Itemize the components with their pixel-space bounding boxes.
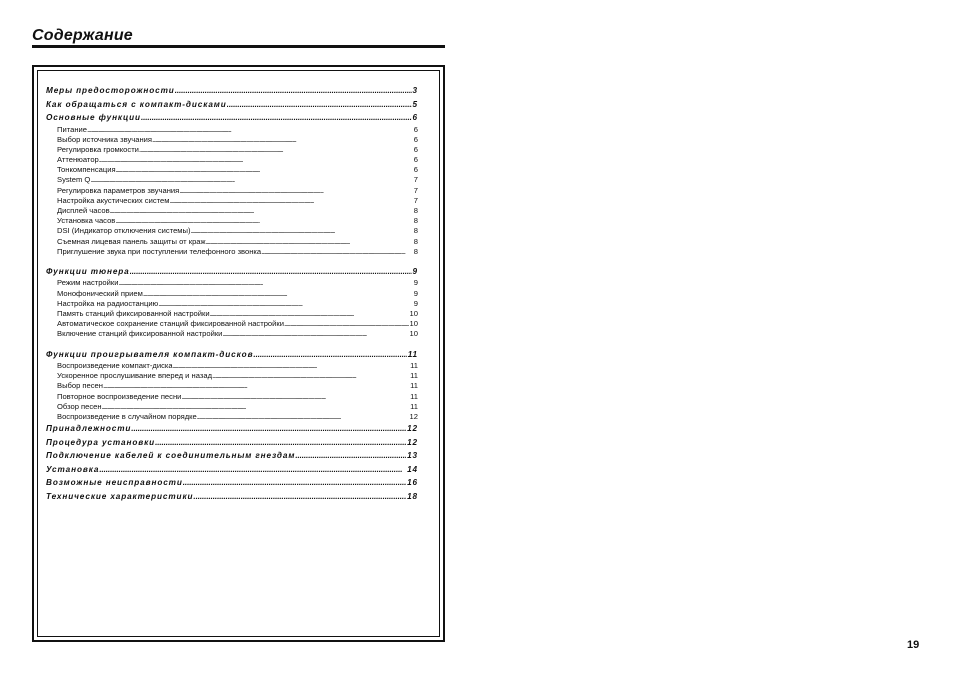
toc-entry-page: 16: [407, 478, 418, 488]
toc-dot-leader: [175, 84, 412, 98]
toc-dot-leader: [206, 237, 413, 247]
toc-entry-label: Приглушение звука при поступлении телефонного звонка: [57, 246, 262, 256]
toc-dot-leader: [131, 422, 406, 436]
toc-dot-leader: [155, 436, 406, 450]
toc-section-entry: [46, 449, 418, 463]
toc-entry-page: 11: [410, 361, 418, 371]
toc-entry-label: Монофонический прием: [57, 288, 143, 298]
toc-dot-leader: [118, 278, 412, 288]
toc-entry-page: 13: [407, 451, 418, 461]
toc-entry-page: 8: [413, 226, 418, 236]
toc-subsection-entry: [46, 319, 418, 329]
toc-dot-leader: [284, 319, 409, 329]
toc-entry-page: 8: [413, 206, 418, 215]
toc-entry-label: Как обращаться с компакт-дисками: [46, 99, 227, 109]
toc-dot-leader: [197, 412, 409, 422]
toc-subsection-entry: [46, 247, 418, 257]
toc-entry-label: Выбор песен: [57, 381, 103, 391]
toc-subsection-entry: [46, 278, 418, 288]
toc-subsection-entry: [46, 361, 418, 371]
toc-entry-label: Режим настройки: [57, 278, 119, 288]
toc-subsection-entry: [46, 309, 418, 319]
toc-entry-page: 7: [413, 195, 418, 205]
toc-section-entry: [46, 98, 418, 112]
title-underline: [32, 45, 445, 48]
toc-subsection-entry: [46, 216, 418, 226]
toc-entry-label: Воспроизведение компакт-диска: [57, 361, 173, 371]
toc-entry-label: Настройка акустических систем: [57, 195, 170, 205]
toc-dot-leader: [295, 449, 406, 463]
toc-entry-label: Меры предосторожности: [46, 86, 175, 95]
toc-dot-leader: [99, 463, 406, 477]
toc-dot-leader: [158, 299, 413, 309]
toc-dot-leader: [179, 186, 413, 196]
toc-entry-label: Процедура установки: [46, 437, 156, 447]
toc-subsection-entry: [46, 135, 418, 145]
toc-dot-leader: [143, 289, 413, 299]
toc-dot-leader: [139, 145, 413, 155]
toc-entry-page: 11: [410, 391, 418, 401]
toc-subsection-entry: [46, 186, 418, 196]
toc-entry-page: 8: [413, 246, 418, 256]
toc-dot-leader: [183, 476, 406, 490]
toc-section-entry: [46, 422, 418, 436]
page-number: 19: [907, 639, 920, 651]
toc-section-gap: [46, 257, 418, 265]
toc-dot-leader: [227, 98, 412, 112]
toc-dot-leader: [191, 226, 413, 236]
toc-dot-leader: [115, 216, 412, 226]
toc-section-entry: [46, 111, 418, 125]
toc-entry-label: Регулировка громкости: [57, 144, 139, 154]
toc-entry-label: Дисплей часов: [57, 206, 110, 215]
toc-entry-page: 11: [410, 371, 418, 381]
toc-entry-page: 5: [412, 99, 418, 109]
toc-entry-page: 12: [407, 437, 418, 447]
toc-subsection-entry: [46, 371, 418, 381]
toc-entry-page: 3: [412, 86, 418, 95]
toc-section-entry: [46, 348, 418, 362]
toc-entry-label: Принадлежности: [46, 424, 132, 434]
toc-entry-page: 9: [412, 266, 418, 276]
toc-entry-page: 7: [413, 185, 418, 195]
toc-section-entry: [46, 265, 418, 279]
toc-dot-leader: [102, 402, 410, 412]
toc-dot-leader: [152, 135, 413, 145]
toc-entry-label: Память станций фиксированной настройки: [57, 309, 210, 318]
toc-entry-page: 6: [413, 155, 418, 165]
toc-frame: [32, 65, 445, 642]
toc-entry-label: Съемная лицевая панель защиты от краж: [57, 236, 206, 246]
toc-section-gap: [46, 340, 418, 348]
toc-dot-leader: [169, 196, 412, 206]
toc-subsection-entry: [46, 125, 418, 135]
toc-subsection-entry: [46, 412, 418, 422]
toc-entry-page: 18: [407, 491, 418, 501]
toc-entry-label: Ускоренное прослушивание вперед и назад: [57, 371, 213, 381]
toc-entry-label: Функции проигрывателя компакт-дисков: [46, 349, 254, 359]
toc-subsection-entry: [46, 237, 418, 247]
toc-entry-page: 6: [413, 144, 418, 154]
toc-dot-leader: [99, 155, 413, 165]
toc-subsection-entry: [46, 196, 418, 206]
toc-entry-label: Аттенюатор: [57, 155, 99, 165]
page-title: Содержание: [32, 27, 133, 44]
toc-entry-label: Выбор источника звучания: [57, 134, 153, 144]
toc-entry-page: 11: [410, 401, 418, 411]
toc-list: [46, 84, 418, 503]
toc-entry-label: Автоматическое сохранение станций фиксированной настройки: [57, 319, 284, 329]
toc-dot-leader: [130, 265, 412, 279]
toc-subsection-entry: [46, 402, 418, 412]
toc-entry-label: Тонкомпенсация: [57, 165, 116, 175]
toc-dot-leader: [90, 175, 412, 185]
toc-entry-label: DSI (Индикатор отключения системы): [57, 226, 191, 236]
toc-dot-leader: [141, 111, 412, 125]
toc-dot-leader: [116, 165, 413, 175]
toc-entry-page: 9: [413, 298, 418, 308]
toc-dot-leader: [103, 381, 409, 391]
toc-dot-leader: [253, 348, 406, 362]
toc-entry-page: 9: [413, 278, 418, 288]
toc-entry-page: 10: [409, 309, 418, 318]
toc-entry-page: 6: [412, 113, 418, 122]
toc-dot-leader: [173, 361, 410, 371]
toc-subsection-entry: [46, 329, 418, 339]
toc-subsection-entry: [46, 381, 418, 391]
toc-subsection-entry: [46, 165, 418, 175]
toc-entry-label: Регулировка параметров звучания: [57, 185, 180, 195]
toc-entry-label: Основные функции: [46, 113, 141, 122]
toc-entry-page: 11: [407, 349, 418, 359]
toc-entry-label: Включение станций фиксированной настройки: [57, 329, 223, 339]
toc-entry-label: Настройка на радиостанцию: [57, 298, 159, 308]
toc-section-entry: [46, 463, 418, 477]
toc-section-entry: [46, 436, 418, 450]
toc-subsection-entry: [46, 175, 418, 185]
toc-entry-label: Установка часов: [57, 216, 116, 226]
toc-entry-label: Повторное воспроизведение песни: [57, 391, 182, 401]
toc-entry-page: 10: [409, 319, 418, 329]
toc-entry-page: 8: [413, 216, 418, 226]
toc-dot-leader: [210, 309, 409, 319]
toc-entry-page: 10: [409, 329, 418, 339]
toc-section-entry: [46, 84, 418, 98]
toc-dot-leader: [212, 371, 409, 381]
toc-entry-page: 6: [413, 134, 418, 144]
toc-entry-label: Возможные неисправности: [46, 478, 183, 488]
toc-entry-page: 7: [413, 175, 418, 185]
toc-entry-label: Функции тюнера: [46, 266, 130, 276]
toc-dot-leader: [181, 392, 409, 402]
toc-subsection-entry: [46, 206, 418, 216]
toc-dot-leader: [87, 125, 413, 135]
toc-subsection-entry: [46, 155, 418, 165]
toc-entry-label: Питание: [57, 124, 87, 134]
toc-subsection-entry: [46, 226, 418, 236]
toc-entry-label: Подключение кабелей к соединительным гнездам: [46, 451, 296, 461]
toc-entry-page: 14: [407, 464, 418, 474]
toc-entry-label: Обзор песен: [57, 401, 102, 411]
toc-entry-page: 11: [410, 381, 418, 391]
toc-entry-page: 12: [407, 424, 418, 434]
toc-entry-label: Воспроизведение в случайном порядке: [57, 412, 197, 421]
toc-section-entry: [46, 490, 418, 504]
toc-inner-border: [37, 70, 440, 637]
toc-dot-leader: [193, 490, 406, 504]
toc-entry-page: 6: [413, 124, 418, 134]
toc-entry-page: 8: [413, 236, 418, 246]
toc-subsection-entry: [46, 145, 418, 155]
toc-subsection-entry: [46, 392, 418, 402]
toc-subsection-entry: [46, 289, 418, 299]
toc-entry-page: 6: [413, 165, 418, 175]
toc-entry-page: 9: [413, 288, 418, 298]
toc-subsection-entry: [46, 299, 418, 309]
toc-entry-label: Установка: [46, 464, 100, 474]
toc-entry-label: Технические характеристики: [46, 491, 194, 501]
toc-dot-leader: [222, 329, 408, 339]
toc-entry-page: 12: [409, 412, 418, 421]
toc-entry-label: System Q: [57, 175, 91, 185]
toc-section-entry: [46, 476, 418, 490]
toc-dot-leader: [110, 206, 413, 216]
toc-dot-leader: [261, 247, 413, 257]
